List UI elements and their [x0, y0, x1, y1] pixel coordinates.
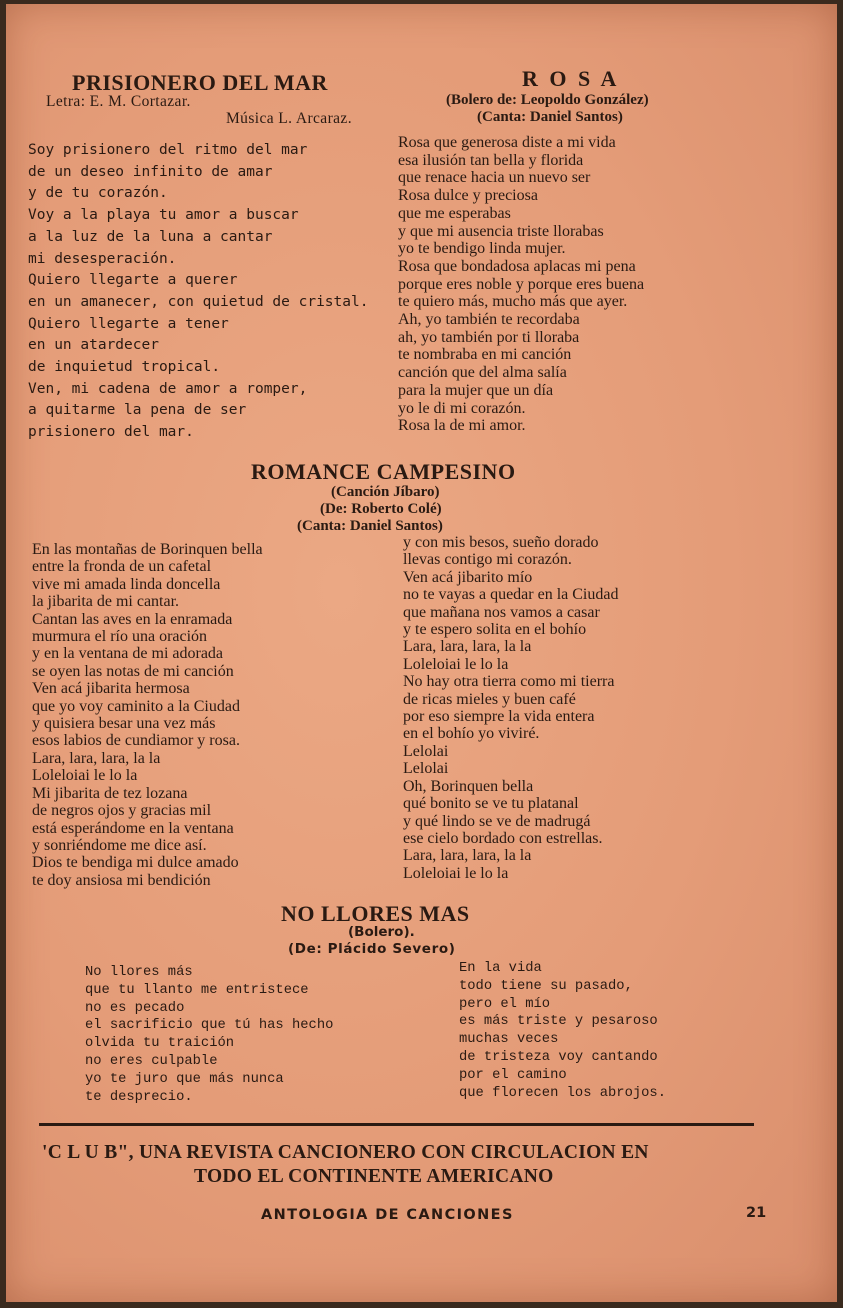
verse-line: Lara, lara, lara, la la: [32, 749, 161, 767]
verse-line: de ricas mieles y buen café: [403, 690, 576, 708]
verse-line: está esperándome en la ventana: [32, 819, 234, 837]
verse-line: No hay otra tierra como mi tierra: [403, 673, 615, 691]
verse-line: se oyen las notas de mi canción: [32, 662, 234, 680]
verse-line: canción que del alma salía: [398, 364, 567, 382]
footer-divider: [39, 1123, 754, 1126]
verse-line: No llores más: [85, 965, 193, 980]
verse-line: y qué lindo se ve de madrugá: [403, 812, 591, 830]
song-title-nollores: NO LLORES MAS: [281, 901, 470, 926]
verse-line: te desprecio.: [85, 1089, 193, 1105]
verse-line: y en la ventana de mi adorada: [32, 645, 224, 663]
verse-line: Quiero llegarte a tener: [28, 315, 229, 332]
verse-line: te quiero más, mucho más que ayer.: [398, 293, 628, 311]
verse-line: Quiero llegarte a querer: [28, 272, 238, 289]
footer-line-1: 'C L U B", UNA REVISTA CANCIONERO CON CIRCULACION EN: [42, 1142, 649, 1163]
verse-line: te doy ansiosa mi bendición: [32, 871, 211, 889]
verse-line: a la luz de la luna a cantar: [28, 228, 273, 245]
verse-line: a quitarme la pena de ser: [28, 402, 247, 419]
verse-line: el sacrificio que tú has hecho: [85, 1018, 334, 1034]
footer-line-2: TODO EL CONTINENTE AMERICANO: [194, 1166, 554, 1187]
verse-line: y te espero solita en el bohío: [403, 621, 587, 639]
verse-line: Ven, mi cadena de amor a romper,: [28, 380, 308, 397]
verse-line: llevas contigo mi corazón.: [403, 551, 572, 569]
song-verse-nollores-right: [459, 960, 666, 1102]
verse-line: ah, yo también por ti lloraba: [398, 328, 580, 346]
verse-line: En la vida: [459, 961, 542, 976]
verse-line: yo te bendigo linda mujer.: [398, 240, 566, 258]
verse-line: Cantan las aves en la enramada: [32, 610, 233, 628]
song-verse-romance-left: [32, 541, 263, 889]
verse-line: de un deseo infinito de amar: [28, 163, 273, 180]
verse-line: y quisiera besar una vez más: [32, 715, 216, 733]
verse-line: no eres culpable: [85, 1053, 218, 1069]
song-title-rosa: R O S A: [522, 66, 620, 91]
credit-nollores-2: (De: Plácido Severo): [288, 941, 456, 957]
verse-line: Voy a la playa tu amor a buscar: [28, 207, 299, 224]
credit-romance-3: (Canta: Daniel Santos): [297, 518, 443, 534]
song-verse-nollores-left: [85, 964, 333, 1106]
verse-line: te nombraba en mi canción: [398, 346, 572, 364]
verse-line: yo le di mi corazón.: [398, 399, 526, 417]
song-verse-rosa: [398, 134, 644, 435]
verse-line: por eso siempre la vida entera: [403, 708, 595, 726]
verse-line: Loleloiai le lo la: [403, 864, 509, 882]
verse-line: Loleloiai le lo la: [32, 767, 138, 785]
verse-line: esa ilusión tan bella y florida: [398, 151, 584, 169]
verse-line: Loleloiai le lo la: [403, 655, 509, 673]
credit-bolero-rosa: (Bolero de: Leopoldo González): [446, 92, 649, 108]
verse-line: en un amanecer, con quietud de cristal.: [28, 293, 369, 310]
song-verse-prisionero: [28, 140, 368, 444]
verse-line: que me esperabas: [398, 204, 511, 222]
credit-letra: Letra: E. M. Cortazar.: [46, 93, 191, 110]
verse-line: en un atardecer: [28, 337, 159, 354]
verse-line: y sonriéndome me dice así.: [32, 836, 207, 854]
verse-line: esos labios de cundiamor y rosa.: [32, 732, 240, 750]
verse-line: y que mi ausencia triste llorabas: [398, 222, 604, 240]
verse-line: En las montañas de Borinquen bella: [32, 541, 263, 558]
credit-canta-rosa: (Canta: Daniel Santos): [477, 109, 623, 125]
verse-line: Rosa que generosa diste a mi vida: [398, 134, 616, 151]
verse-line: de inquietud tropical.: [28, 359, 221, 376]
verse-line: y con mis besos, sueño dorado: [403, 534, 599, 551]
verse-line: Rosa dulce y preciosa: [398, 187, 538, 205]
verse-line: es más triste y pesaroso: [459, 1014, 658, 1030]
verse-line: Ah, yo también te recordaba: [398, 311, 580, 329]
verse-line: no te vayas a quedar en la Ciudad: [403, 586, 619, 604]
verse-line: vive mi amada linda doncella: [32, 575, 221, 593]
verse-line: olvida tu traición: [85, 1036, 235, 1052]
verse-line: que mañana nos vamos a casar: [403, 603, 600, 621]
credit-romance-1: (Canción Jíbaro): [331, 484, 440, 500]
verse-line: en el bohío yo viviré.: [403, 725, 540, 743]
verse-line: entre la fronda de un cafetal: [32, 558, 212, 576]
verse-line: mi desesperación.: [28, 250, 177, 267]
verse-line: Rosa que bondadosa aplacas mi pena: [398, 257, 636, 275]
verse-line: para la mujer que un día: [398, 381, 554, 399]
verse-line: que renace hacia un nuevo ser: [398, 169, 591, 187]
verse-line: de negros ojos y gracias mil: [32, 802, 212, 820]
song-title-romance: ROMANCE CAMPESINO: [251, 459, 516, 484]
credit-romance-2: (De: Roberto Colé): [320, 501, 442, 517]
verse-line: de tristeza voy cantando: [459, 1049, 658, 1065]
verse-line: Lelolai: [403, 760, 449, 778]
credit-nollores-1: (Bolero).: [348, 924, 415, 940]
verse-line: yo te juro que más nunca: [85, 1071, 284, 1087]
verse-line: y de tu corazón.: [28, 185, 168, 202]
verse-line: Dios te bendiga mi dulce amado: [32, 854, 239, 872]
verse-line: qué bonito se ve tu platanal: [403, 795, 579, 813]
verse-line: Oh, Borinquen bella: [403, 777, 534, 795]
verse-line: murmura el río una oración: [32, 628, 208, 646]
antologia-label: ANTOLOGIA DE CANCIONES: [261, 1207, 514, 1223]
song-title-prisionero: PRISIONERO DEL MAR: [72, 70, 328, 95]
verse-line: Soy prisionero del ritmo del mar: [28, 142, 308, 158]
verse-line: todo tiene su pasado,: [459, 978, 633, 994]
verse-line: la jibarita de mi cantar.: [32, 593, 180, 611]
verse-line: que tu llanto me entristece: [85, 982, 309, 998]
verse-line: Lara, lara, lara, la la: [403, 847, 532, 865]
verse-line: muchas veces: [459, 1032, 559, 1048]
verse-line: Rosa la de mi amor.: [398, 417, 526, 435]
credit-musica: Música L. Arcaraz.: [226, 110, 352, 127]
verse-line: Mi jibarita de tez lozana: [32, 784, 188, 802]
verse-line: porque eres noble y porque eres buena: [398, 275, 645, 293]
verse-line: Ven acá jibarita hermosa: [32, 680, 190, 698]
verse-line: que yo voy caminito a la Ciudad: [32, 697, 240, 715]
verse-line: Lara, lara, lara, la la: [403, 638, 532, 656]
verse-line: Ven acá jibarito mío: [403, 568, 533, 586]
song-verse-romance-right: [403, 534, 618, 882]
verse-line: no es pecado: [85, 1000, 185, 1016]
magazine-page: [6, 4, 837, 1302]
page-number: 21: [746, 1205, 767, 1221]
verse-line: pero el mío: [459, 996, 551, 1012]
verse-line: prisionero del mar.: [28, 424, 194, 441]
verse-line: que florecen los abrojos.: [459, 1085, 666, 1101]
verse-line: por el camino: [459, 1067, 567, 1083]
verse-line: ese cielo bordado con estrellas.: [403, 829, 603, 847]
verse-line: Lelolai: [403, 742, 449, 760]
